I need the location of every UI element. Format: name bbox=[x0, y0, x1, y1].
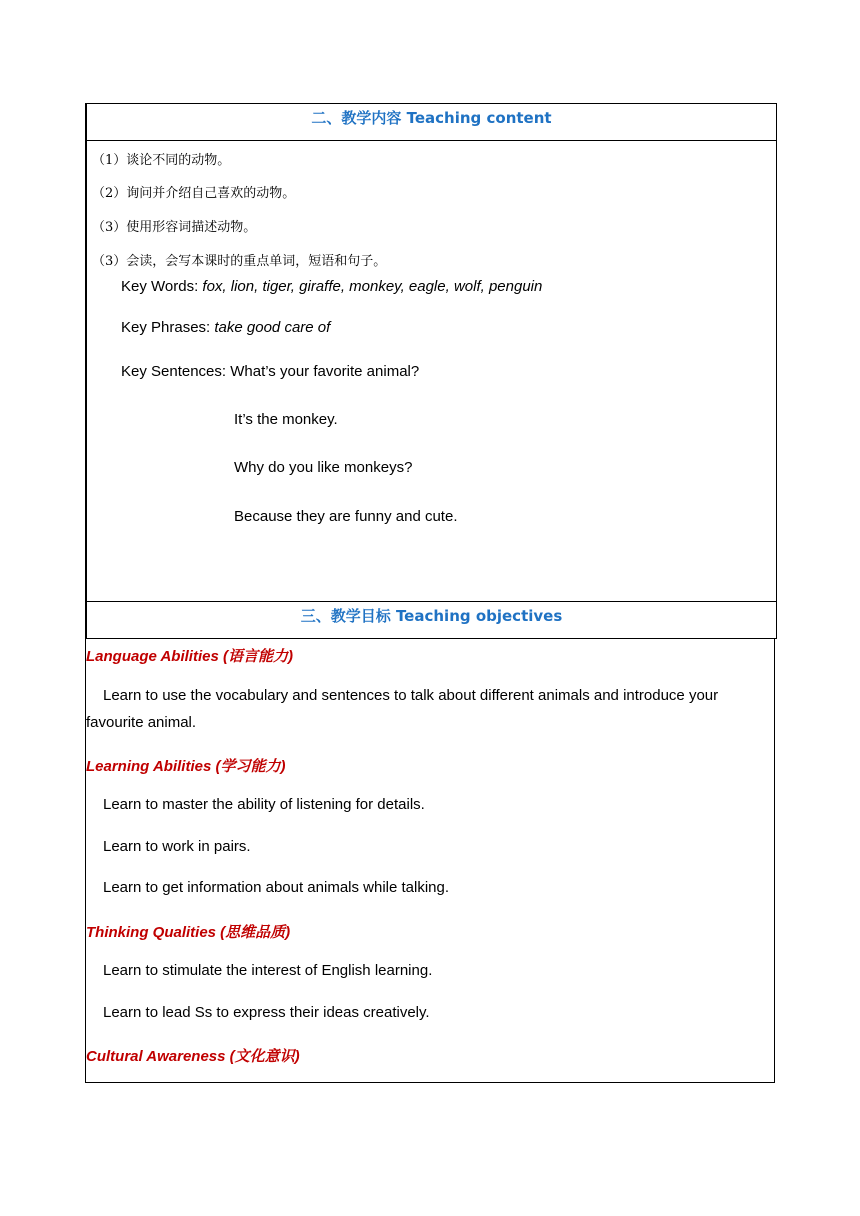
learning-item-3: Learn to get information about animals while talking. bbox=[103, 879, 450, 896]
key-words-label: Key Words: bbox=[121, 278, 203, 295]
key-sentence-3: Why do you like monkeys? bbox=[234, 459, 413, 476]
key-words-line bbox=[121, 278, 542, 295]
key-sentence-2: It’s the monkey. bbox=[234, 411, 338, 428]
key-phrases-line bbox=[121, 319, 330, 336]
cultural-awareness-heading: Cultural Awareness (文化意识) bbox=[86, 1048, 300, 1065]
key-sentences-line bbox=[121, 363, 419, 380]
key-sentence-4: Because they are funny and cute. bbox=[234, 508, 458, 525]
teaching-objectives-header: 三、教学目标 Teaching objectives bbox=[300, 607, 563, 625]
thinking-item-2: Learn to lead Ss to express their ideas creatively. bbox=[103, 1004, 430, 1021]
key-phrases-list: take good care of bbox=[214, 319, 331, 336]
learning-abilities-heading: Learning Abilities (学习能力) bbox=[86, 758, 286, 775]
table-bottom-border bbox=[85, 1082, 775, 1083]
key-sentence-1: What’s your favorite animal? bbox=[230, 363, 420, 380]
learning-item-1: Learn to master the ability of listening for details. bbox=[103, 796, 425, 813]
key-sentences-label: Key Sentences: bbox=[121, 363, 231, 380]
teaching-content-header: 二、教学内容 Teaching content bbox=[87, 104, 776, 141]
thinking-qualities-heading: Thinking Qualities (思维品质) bbox=[86, 924, 291, 941]
language-abilities-heading: Language Abilities (语言能力) bbox=[86, 648, 293, 665]
content-item-4: （3）会读，会写本课时的重点单词，短语和句子。 bbox=[92, 254, 387, 269]
key-words-list: fox, lion, tiger, giraffe, monkey, eagle, wolf, penguin bbox=[202, 278, 543, 295]
content-item-2: （2）询问并介绍自己喜欢的动物。 bbox=[92, 186, 296, 201]
learning-item-2: Learn to work in pairs. bbox=[103, 838, 251, 855]
teaching-content-box bbox=[85, 103, 777, 602]
content-item-1: （1）谈论不同的动物。 bbox=[92, 153, 231, 168]
table-right-border bbox=[774, 639, 775, 1083]
thinking-item-1: Learn to stimulate the interest of English learning. bbox=[103, 962, 433, 979]
teaching-objectives-box bbox=[85, 601, 777, 639]
key-phrases-label: Key Phrases: bbox=[121, 319, 215, 336]
content-item-3: （3）使用形容词描述动物。 bbox=[92, 220, 257, 235]
language-abilities-text: Learn to use the vocabulary and sentences to talk about different animals and introduce your favourite animal. bbox=[86, 687, 719, 731]
